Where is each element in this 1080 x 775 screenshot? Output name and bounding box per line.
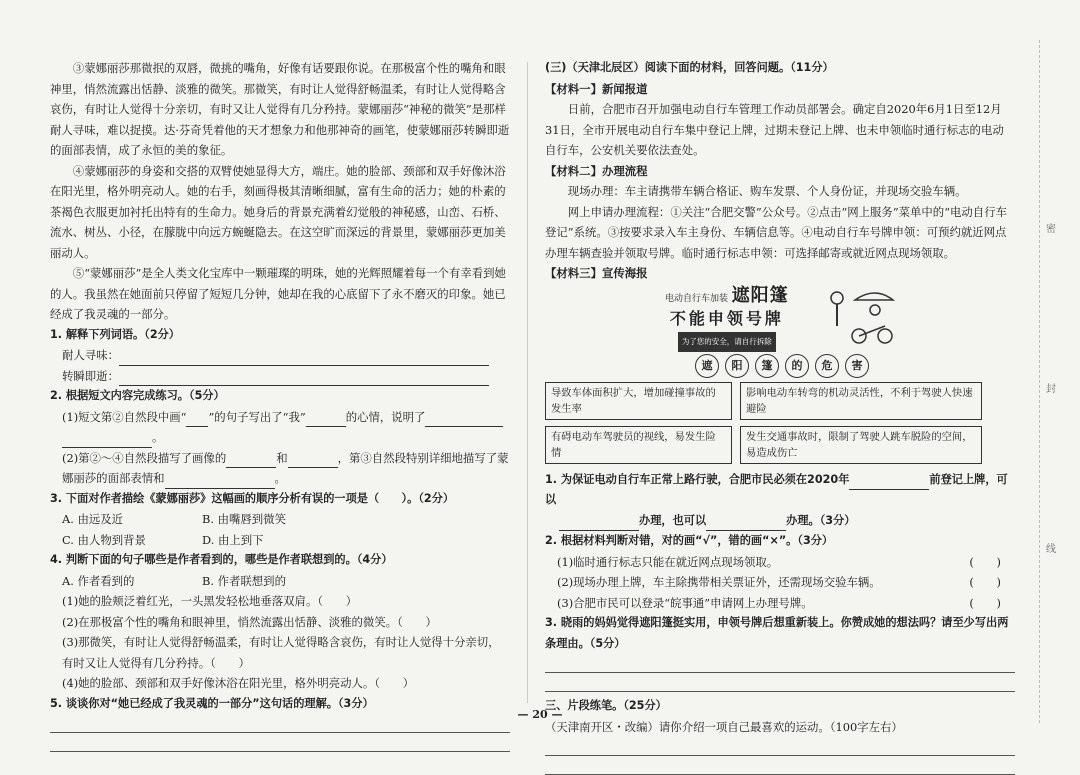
harm-box: 有碍电动车驾驶员的视线，易发生险情: [545, 426, 732, 464]
answer-blank[interactable]: [62, 433, 152, 448]
answer-line[interactable]: [545, 673, 1015, 692]
harm-box: 发生交通事故时，限制了驾驶人跳车脱险的空间，易造成伤亡: [740, 426, 982, 464]
left-column: [50, 58, 510, 752]
question-1-word-2: 转瞬即逝：: [50, 366, 510, 387]
police-scooter-illustration-icon: [815, 286, 895, 346]
writing-prompt: （天津南开区・改编）请你介绍一项自己最喜欢的运动。（100字左右）: [545, 719, 903, 734]
center-divider: [527, 62, 528, 703]
page-number: — 20 —: [517, 708, 563, 721]
option-d[interactable]: D. 由上到下: [202, 532, 264, 547]
judge-item-1: (1)临时通行标志只能在就近网点现场领取。 ( ): [545, 552, 1015, 573]
answer-blank[interactable]: [165, 474, 275, 489]
answer-line[interactable]: [545, 737, 1015, 756]
question-1-title: 1. 解释下列词语。（2分）: [50, 327, 180, 341]
answer-line[interactable]: [50, 733, 510, 752]
harm-char: 遮: [695, 354, 719, 378]
material-3-heading: 【材料三】宣传海报: [545, 266, 648, 280]
poster-small-text: 电动自行车加装: [665, 293, 729, 304]
question-4-item-1[interactable]: (1)她的脸颊泛着红光，一头黑发轻松地垂落双肩。（ ）: [62, 594, 358, 608]
judge-item-3: (3)合肥市民可以登录“皖事通”申请网上办理号牌。 ( ): [545, 593, 1015, 614]
r-question-1: 1. 为保证电动自行车正常上路行驶，合肥市民必须在2020年 前登记上牌，可以 办理，也可以 办理。（3分）: [545, 470, 1015, 532]
harm-box-row-2: [545, 426, 1015, 464]
answer-blank[interactable]: [226, 453, 276, 468]
answer-blank[interactable]: [559, 516, 639, 531]
answer-blank[interactable]: [425, 412, 503, 427]
question-3-options-row-1: [50, 509, 510, 530]
question-2-item-2: (2)第②～④自然段描写了画像的 和 ，第③自然段特别详细地描写了蒙娜丽莎的面部表情和 。: [50, 448, 510, 489]
question-4-item-3[interactable]: (3)那微笑，有时让人觉得舒畅温柔，有时让人觉得略含哀伤，有时让人觉得十分亲切，有时又让人觉得有几分矜持。（ ）: [62, 635, 500, 670]
answer-blank[interactable]: [186, 412, 208, 427]
margin-char: 线: [1046, 544, 1056, 555]
answer-blank[interactable]: [306, 412, 346, 427]
harm-char: 的: [785, 354, 809, 378]
margin-char: 封: [1046, 384, 1056, 395]
harm-box: 影响电动车转弯的机动灵活性，不利于驾驶人快速避险: [740, 382, 982, 420]
judge-item-2: (2)现场办理上牌，车主除携带相关票证外，还需现场交验车辆。 ( ): [545, 572, 1015, 593]
material-2-text-2: 网上申请办理流程：①关注“合肥交警”公众号。②点击“网上服务”菜单中的“电动自行车登记”系统。③按要求录入车主身份、车辆信息等。④电动自行车号牌申领：可预约就近网点办理车辆查验并领取号牌。临时通行标志申领：可选择邮寄或就近网点现场领取。: [545, 204, 1007, 260]
harm-char: 篷: [755, 354, 779, 378]
harm-box: 导致车体面积扩大，增加碰撞事故的发生率: [545, 382, 732, 420]
right-column: [545, 58, 1015, 775]
poster-big-text-2: 不能申领号牌: [669, 309, 784, 328]
harm-char: 危: [815, 354, 839, 378]
harm-box-row-1: [545, 382, 1015, 420]
question-4-item-4[interactable]: (4)她的脸部、颈部和双手好像沐浴在阳光里，格外明亮动人。（ ）: [62, 676, 415, 690]
answer-blank[interactable]: [119, 351, 489, 366]
question-5-title: 5. 谈谈你对“她已经成了我灵魂的一部分”这句话的理解。（3分）: [50, 696, 374, 710]
margin-char: 密: [1046, 224, 1056, 235]
option-a[interactable]: A. 由远及近: [62, 512, 124, 526]
answer-paren[interactable]: ( ): [969, 575, 1001, 589]
harm-heading: [695, 354, 869, 378]
option-a: A. 作者看到的: [62, 573, 135, 588]
question-3-title: 3. 下面对作者描绘《蒙娜丽莎》这幅画的顺序分析有误的一项是（ ）。（2分）: [50, 491, 455, 505]
answer-blank[interactable]: [849, 475, 929, 490]
answer-blank[interactable]: [288, 453, 338, 468]
material-2-heading: 【材料二】办理流程: [545, 163, 648, 178]
section-writing-title: 三、片段练笔。（25分）: [545, 699, 667, 712]
answer-paren[interactable]: ( ): [969, 554, 1001, 569]
question-1-word-1: 耐人寻味：: [50, 345, 510, 366]
paragraph-5: ⑤“蒙娜丽莎”是全人类文化宝库中一颗璀璨的明珠，她的光辉照耀着每一个有幸看到她的人。我虽然在她面前只停留了短短几分钟，她却在我的心底留下了永不磨灭的印象。她已经成了我灵魂的一部分。: [50, 266, 506, 321]
question-4-options: [50, 571, 510, 592]
answer-line[interactable]: [545, 756, 1015, 775]
answer-line[interactable]: [545, 654, 1015, 673]
answer-paren[interactable]: ( ): [969, 595, 1001, 610]
question-4-title: 4. 判断下面的句子哪些是作者看到的，哪些是作者联想到的。（4分）: [50, 553, 393, 566]
answer-blank[interactable]: [119, 371, 489, 386]
question-3-options-row-2: [50, 530, 510, 551]
material-1-heading: 【材料一】新闻报道: [545, 81, 648, 96]
r-question-3-title: 3. 晓雨的妈妈觉得遮阳篷挺实用，申领号牌后想重新装上。你赞成她的想法吗？请至少写出两条理由。（5分）: [545, 616, 1009, 650]
r-question-2-title: 2. 根据材料判断对错，对的画“√”，错的画“×”。（3分）: [545, 534, 834, 547]
section-3-title: (三)（天津北辰区）阅读下面的材料，回答问题。（11分）: [545, 61, 834, 74]
option-b[interactable]: B. 由嘴唇到微笑: [202, 512, 286, 526]
publicity-poster: [545, 286, 1015, 376]
harm-char: 阳: [725, 354, 749, 378]
paragraph-4: ④蒙娜丽莎的身姿和交搭的双臂使她显得大方，端庄。她的脸部、颈部和双手好像沐浴在阳光里，格外明亮动人。她的右手，刻画得极其清晰细腻，富有生命的活力；她的朴素的茶褐色衣服更加衬托出特有的生命力。她身后的背景充满着幻觉般的神秘感，山峦、石桥、流水、树丛、小径，在朦胧中向远方蜿蜒隐去。在这空旷而深远的背景里，蒙娜丽莎更加美丽动人。: [50, 163, 506, 260]
seal-line-margin: [1039, 40, 1070, 723]
option-c[interactable]: C. 由人物到背景: [62, 532, 146, 547]
question-2-title: 2. 根据短文内容完成练习。（5分）: [50, 389, 225, 402]
poster-big-text: 遮阳篷: [731, 284, 789, 306]
poster-band: 为了您的安全，请自行拆除: [678, 332, 776, 353]
poster-title: [665, 286, 789, 353]
question-4-item-2[interactable]: (2)在那极富个性的嘴角和眼神里，悄然流露出恬静、淡雅的微笑。（ ）: [62, 614, 437, 629]
material-2-text-1: 现场办理：车主请携带车辆合格证、购车发票、个人身份证，并现场交验车辆。: [567, 184, 967, 198]
answer-blank[interactable]: [706, 516, 786, 531]
paragraph-3: ③蒙娜丽莎那微抿的双唇，微挑的嘴角，好像有话要跟你说。在那极富个性的嘴角和眼神里，悄然流露出恬静、淡雅的微笑。那微笑，有时让人觉得舒畅温柔，有时让人觉得略含哀伤，有时让人觉得十分亲切，有时又让人觉得有几分矜持。蒙娜丽莎“神秘的微笑”是那样耐人寻味，难以捉摸。达·芬奇凭着他的天才想象力和他那神奇的画笔，使蒙娜丽莎转瞬即逝的面部表情，成了永恒的美的象征。: [50, 61, 510, 157]
material-1-text: 日前，合肥市召开加强电动自行车管理工作动员部署会。确定自2020年6月1日至12月31日，全市开展电动自行车集中登记上牌，过期未登记上牌、也未申领临时通行标志的电动自行车，公安机关要依法查处。: [545, 102, 1004, 157]
question-2-item-1: (1)短文第②自然段中画“ ”的句子写出了“我” 的心情，说明了 。: [50, 407, 510, 448]
option-b: B. 作者联想到的: [202, 573, 286, 588]
harm-char: 害: [845, 354, 869, 378]
